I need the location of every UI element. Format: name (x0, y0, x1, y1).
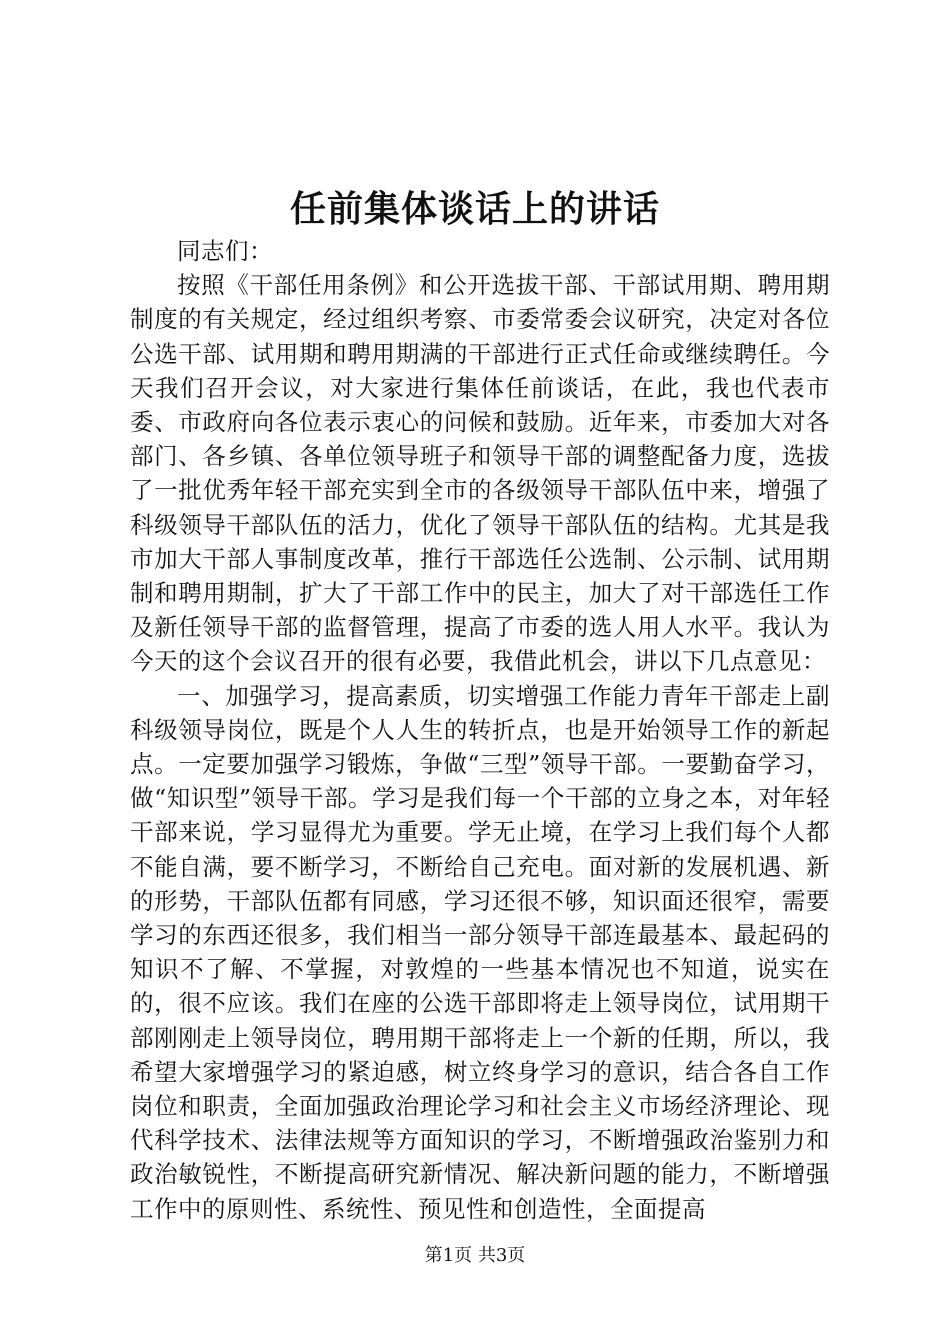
document-title: 任前集体谈话上的讲话 (289, 188, 660, 230)
paragraph-2: 一、加强学习，提高素质，切实增强工作能力青年干部走上副科级领导岗位，既是个人人生的转折点，也是开始领导工作的新起点。一定要加强学习锻炼，争做“三型”领导干部。一要勤奋学习，做“知识型”领导干部。学习是我们每一个干部的立身之本，对年轻干部来说，学习显得尤为重要。学无止境，在学习上我们每个人都不能自满，要不断学习，不断给自己充电。面对新的发展机遇、新的形势，干部队伍都有同感，学习还很不够，知识面还很窄，需要学习的东西还很多，我们相当一部分领导干部连最基本、最起码的知识不了解、不掌握，对敦煌的一些基本情况也不知道，说实在的，很不应该。我们在座的公选干部即将走上领导岗位，试用期干部刚刚走上领导岗位，聘用期干部将走上一个新的任期，所以，我希望大家增强学习的紧迫感，树立终身学习的意识，结合各自工作岗位和职责，全面加强政治理论学习和社会主义市场经济理论、现代科学技术、法律法规等方面知识的学习，不断增强政治鉴别力和政治敏锐性，不断提高研究新情况、解决新问题的能力，不断增强工作中的原则性、系统性、预见性和创造性，全面提高 (130, 681, 830, 1223)
page-number-footer: 第1页 共3页 (424, 1245, 526, 1266)
paragraph-1: 按照《干部任用条例》和公开选拔干部、干部试用期、聘用期制度的有关规定，经过组织考察、市委常委会议研究，决定对各位公选干部、试用期和聘用期满的干部进行正式任命或继续聘任。今天我们召开会议，对大家进行集体任前谈话，在此，我也代表市委、市政府向各位表示衷心的问候和鼓励。近年来，市委加大对各部门、各乡镇、各单位领导班子和领导干部的调整配备力度，选拔了一批优秀年轻干部充实到全市的各级领导干部队伍中来，增强了科级领导干部队伍的活力，优化了领导干部队伍的结构。尤其是我市加大干部人事制度改革，推行干部选任公选制、公示制、试用期制和聘用期制，扩大了干部工作中的民主，加大了对干部选任工作及新任领导干部的监督管理，提高了市委的选人用人水平。我认为今天的这个会议召开的很有必要，我借此机会，讲以下几点意见： (130, 271, 830, 676)
document-body (130, 234, 830, 1226)
salutation: 同志们： (177, 237, 273, 265)
